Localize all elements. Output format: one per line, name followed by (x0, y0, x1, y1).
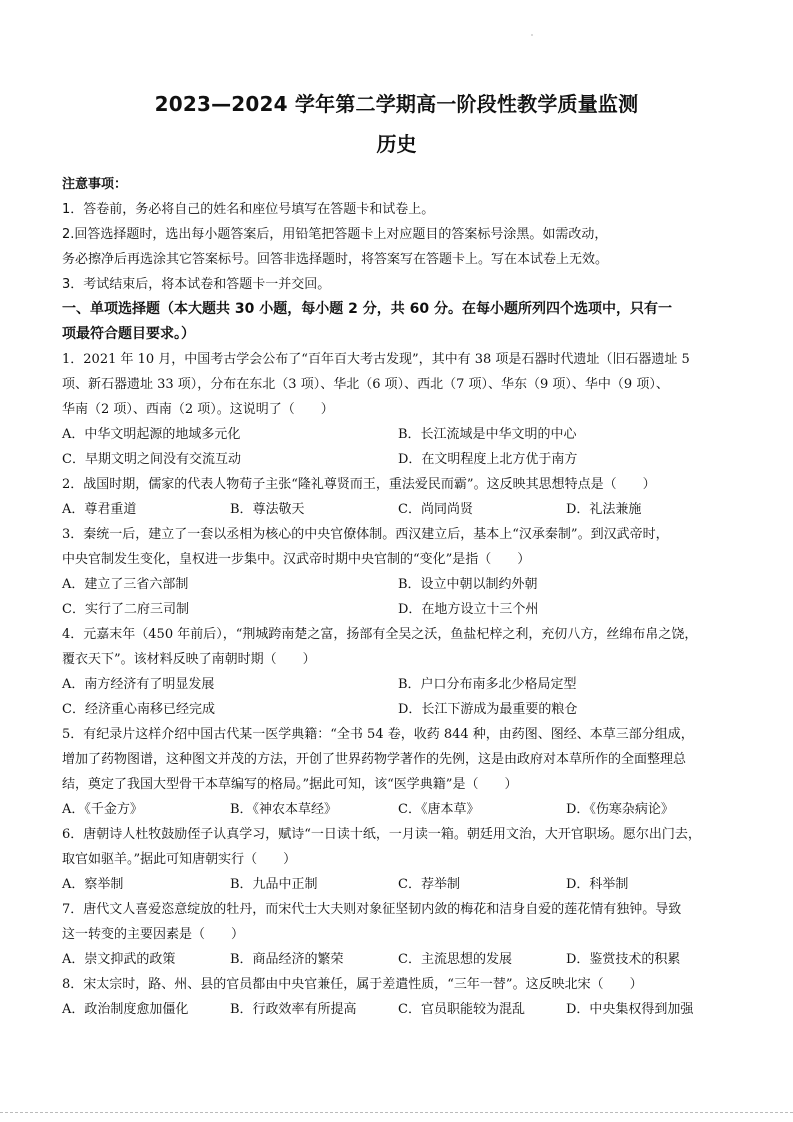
question-stem: 8．宋太宗时，路、州、县的官员都由中央官兼任，属于差遣性质，“三年一替”。这反映北宋（ ） (62, 977, 643, 992)
option-a: A．政治制度愈加僵化 (62, 1002, 189, 1017)
exam-title: 2023—2024 学年第二学期高一阶段性教学质量监测 (154, 92, 639, 116)
question-1 (62, 347, 734, 472)
option-a: A．崇文抑武的政策 (62, 952, 176, 967)
question-stem: 华南（2 项）、西南（2 项）。这说明了（ ） (62, 402, 334, 417)
question-stem: 结，奠定了我国大型骨干本草编写的格局。”据此可知，该“医学典籍”是（ ） (62, 777, 518, 792)
option-row (62, 947, 734, 972)
option-row (62, 497, 734, 522)
option-a: A．察举制 (62, 877, 124, 892)
option-c: C．早期文明之间没有交流互动 (62, 452, 241, 467)
option-c: C．《唐本草》 (398, 802, 480, 817)
option-d: D．中央集权得到加强 (566, 1002, 694, 1017)
option-a: A．中华文明起源的地域多元化 (62, 427, 241, 442)
page-bottom-divider (0, 1112, 793, 1113)
option-b: B．九品中正制 (230, 877, 318, 892)
question-6 (62, 822, 734, 897)
scan-speck (531, 34, 533, 36)
question-stem: 5．有纪录片这样介绍中国古代某一医学典籍：“全书 54 卷，收药 844 种，由药图、图经、本草三部分组成， (62, 727, 694, 742)
option-row (62, 997, 734, 1022)
option-d: D．礼法兼施 (566, 502, 642, 517)
option-row (62, 447, 734, 472)
option-b: B．户口分布南多北少格局定型 (398, 677, 577, 692)
option-b: B．设立中朝以制约外朝 (398, 577, 538, 592)
notice-line-3: 务必擦净后再选涂其它答案标号。回答非选择题时，将答案写在答题卡上。写在本试卷上无效。 (62, 252, 609, 267)
question-stem: 1．2021 年 10 月，中国考古学会公布了“百年百大考古发现”，其中有 38 项是石器时代遗址（旧石器遗址 5 (62, 352, 690, 367)
option-row (62, 572, 734, 597)
exam-subject: 历史 (376, 132, 417, 156)
option-d: D．《伤寒杂病论》 (566, 802, 674, 817)
question-2 (62, 472, 734, 522)
question-stem: 3．秦统一后，建立了一套以丞相为核心的中央官僚体制。西汉建立后，基本上“汉承秦制”。到汉武帝时， (62, 527, 669, 542)
option-d: D．科举制 (566, 877, 629, 892)
question-stem: 增加了药物图谱，这种图文并茂的方法，开创了世界药物学著作的先例，这是由政府对本草所作的全面整理总 (62, 752, 687, 767)
option-b: B．行政效率有所提高 (230, 1002, 357, 1017)
question-stem: 取官如驱羊。”据此可知唐朝实行（ ） (62, 852, 297, 867)
question-3 (62, 522, 734, 622)
notice-heading: 注意事项： (62, 177, 128, 192)
question-8 (62, 972, 734, 1022)
option-c: C．官员职能较为混乱 (398, 1002, 525, 1017)
section-heading-line-1: 一、单项选择题（本大题共 30 小题，每小题 2 分，共 60 分。在每小题所列四个选项中，只有一 (62, 301, 672, 317)
option-c: C．荐举制 (398, 877, 460, 892)
question-stem: 这一转变的主要因素是（ ） (62, 927, 245, 942)
section-heading-line-2: 项最符合题目要求。） (62, 326, 195, 342)
option-c: C．主流思想的发展 (398, 952, 512, 967)
option-a: A．建立了三省六部制 (62, 577, 189, 592)
question-stem: 7．唐代文人喜爱恣意绽放的牡丹，而宋代士大夫则对象征坚韧内敛的梅花和洁身自爱的莲花情有独钟。导致 (62, 902, 682, 917)
option-row (62, 422, 734, 447)
option-d: D．长江下游成为最重要的粮仓 (398, 702, 578, 717)
option-d: D．在地方设立十三个州 (398, 602, 539, 617)
option-row (62, 872, 734, 897)
option-row (62, 672, 734, 697)
option-row (62, 597, 734, 622)
option-b: B．尊法敬天 (230, 502, 305, 517)
option-row (62, 797, 734, 822)
exam-content (62, 172, 734, 1022)
option-b: B．《神农本草经》 (230, 802, 338, 817)
question-5 (62, 722, 734, 822)
option-d: D．在文明程度上北方优于南方 (398, 452, 578, 467)
question-stem: 2．战国时期，儒家的代表人物荀子主张“隆礼尊贤而王，重法爱民而霸”。这反映其思想特点是（ ） (62, 477, 656, 492)
notice-line-4: 3．考试结束后，将本试卷和答题卡一并交回。 (62, 277, 331, 292)
question-stem: 项、新石器遗址 33 项），分布在东北（3 项）、华北（6 项）、西北（7 项）、华东（9 项）、华中（9 项）、 (62, 377, 669, 392)
question-4 (62, 622, 734, 722)
option-b: B．商品经济的繁荣 (230, 952, 344, 967)
notice-line-1: 1．答卷前，务必将自己的姓名和座位号填写在答题卡和试卷上。 (62, 202, 435, 217)
option-b: B．长江流域是中华文明的中心 (398, 427, 577, 442)
option-c: C．尚同尚贤 (398, 502, 473, 517)
question-stem: 中央官制发生变化，皇权进一步集中。汉武帝时期中央官制的“变化”是指（ ） (62, 552, 531, 567)
notice-line-2: 2.回答选择题时，选出每小题答案后，用铅笔把答题卡上对应题目的答案标号涂黑。如需改动， (62, 227, 608, 242)
option-a: A．《千金方》 (62, 802, 143, 817)
question-7 (62, 897, 734, 972)
option-c: C．经济重心南移已经完成 (62, 702, 215, 717)
question-stem: 6．唐朝诗人杜牧鼓励侄子认真学习，赋诗“一日读十纸，一月读一箱。朝廷用文治，大开官职场。愿尔出门去， (62, 827, 701, 842)
option-a: A．南方经济有了明显发展 (62, 677, 215, 692)
option-d: D．鉴赏技术的积累 (566, 952, 681, 967)
question-stem: 覆衣天下”。该材料反映了南朝时期（ ） (62, 652, 316, 667)
question-stem: 4．元嘉末年（450 年前后），“荆城跨南楚之富，扬部有全吴之沃，鱼盐杞梓之利，充仞八方，丝绵布帛之饶， (62, 627, 698, 642)
option-c: C．实行了二府三司制 (62, 602, 189, 617)
option-a: A．尊君重道 (62, 502, 137, 517)
option-row (62, 697, 734, 722)
